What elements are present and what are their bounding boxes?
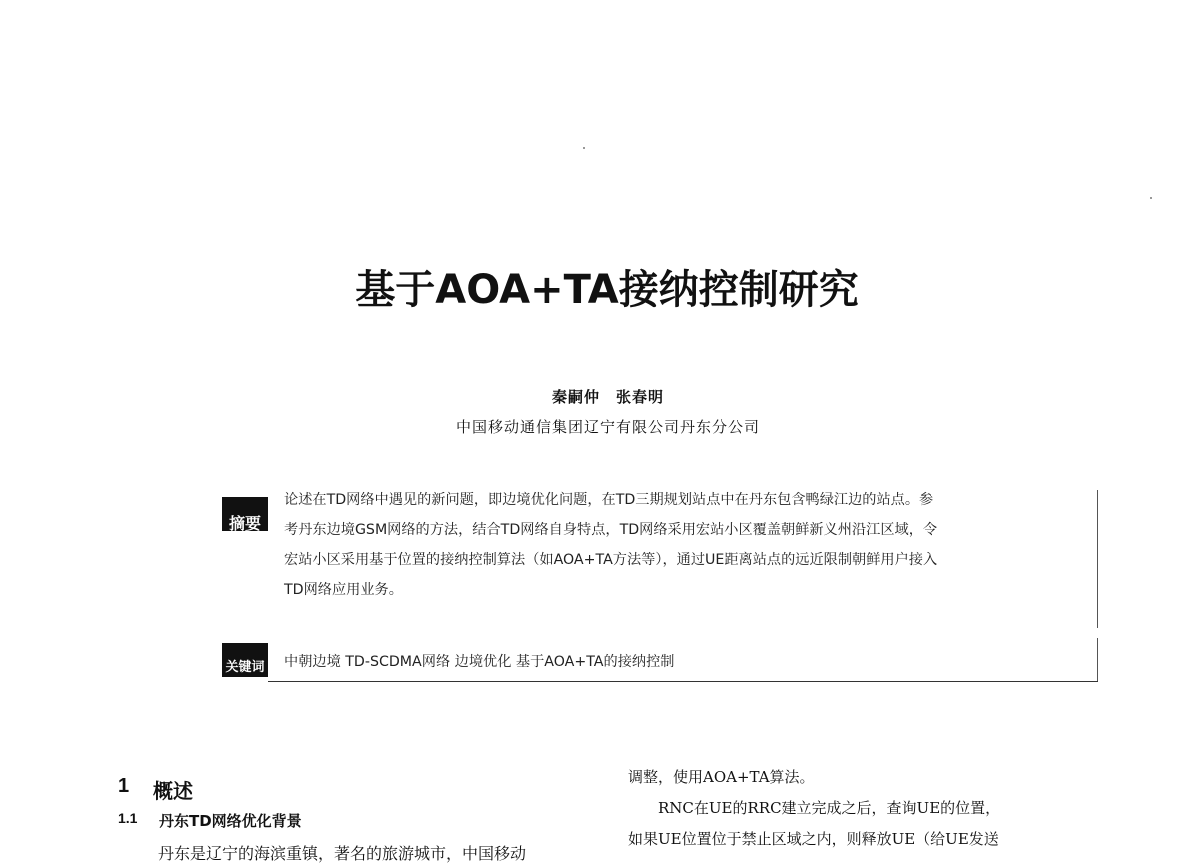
keywords-body: 中朝边境 TD-SCDMA网络 边境优化 基于AOA+TA的接纳控制 [284,654,675,670]
keywords-tag-label: 关键词 [225,660,265,675]
subsection-number: 1.1 [118,810,138,826]
paper-authors: 秦嗣仲 张春明 [551,388,664,406]
left-column-text: 丹东是辽宁的海滨重镇，著名的旅游城市，中国移动 [158,844,527,863]
abstract-line: 论述在TD网络中遇见的新问题，即边境优化问题，在TD三期规划站点中在丹东包含鸭绿江边的站点。参 [284,492,934,508]
keywords-rule-vertical [1097,638,1098,682]
section-number: 1 [118,775,130,797]
right-column-line: 调整，使用AOA+TA算法。 [628,768,815,786]
abstract-body [284,485,1092,605]
keywords-tag [222,643,268,677]
scan-speck [1150,197,1152,199]
section-title: 概述 [153,779,193,803]
abstract-line: 考丹东边境GSM网络的方法，结合TD网络自身特点，TD网络采用宏站小区覆盖朝鲜新义州沿江区域，令 [284,522,938,538]
abstract-line: TD网络应用业务。 [284,582,403,598]
abstract-rule [1097,490,1098,628]
abstract-tag-label: 摘要 [228,514,261,533]
scan-speck [583,147,585,149]
abstract-line: 宏站小区采用基于位置的接纳控制算法（如AOA+TA方法等），通过UE距离站点的远近限制朝鲜用户接入 [284,552,938,568]
right-column-line: RNC在UE的RRC建立完成之后，查询UE的位置， [628,799,1001,817]
subsection-title: 丹东TD网络优化背景 [159,812,302,830]
right-column-line: 如果UE位置位于禁止区域之内，则释放UE（给UE发送 [628,830,999,848]
abstract-tag [222,497,268,531]
paper-title: 基于AOA+TA接纳控制研究 [355,267,859,313]
keywords-rule-horizontal [268,681,1098,682]
paper-affiliation: 中国移动通信集团辽宁有限公司丹东分公司 [455,418,760,436]
